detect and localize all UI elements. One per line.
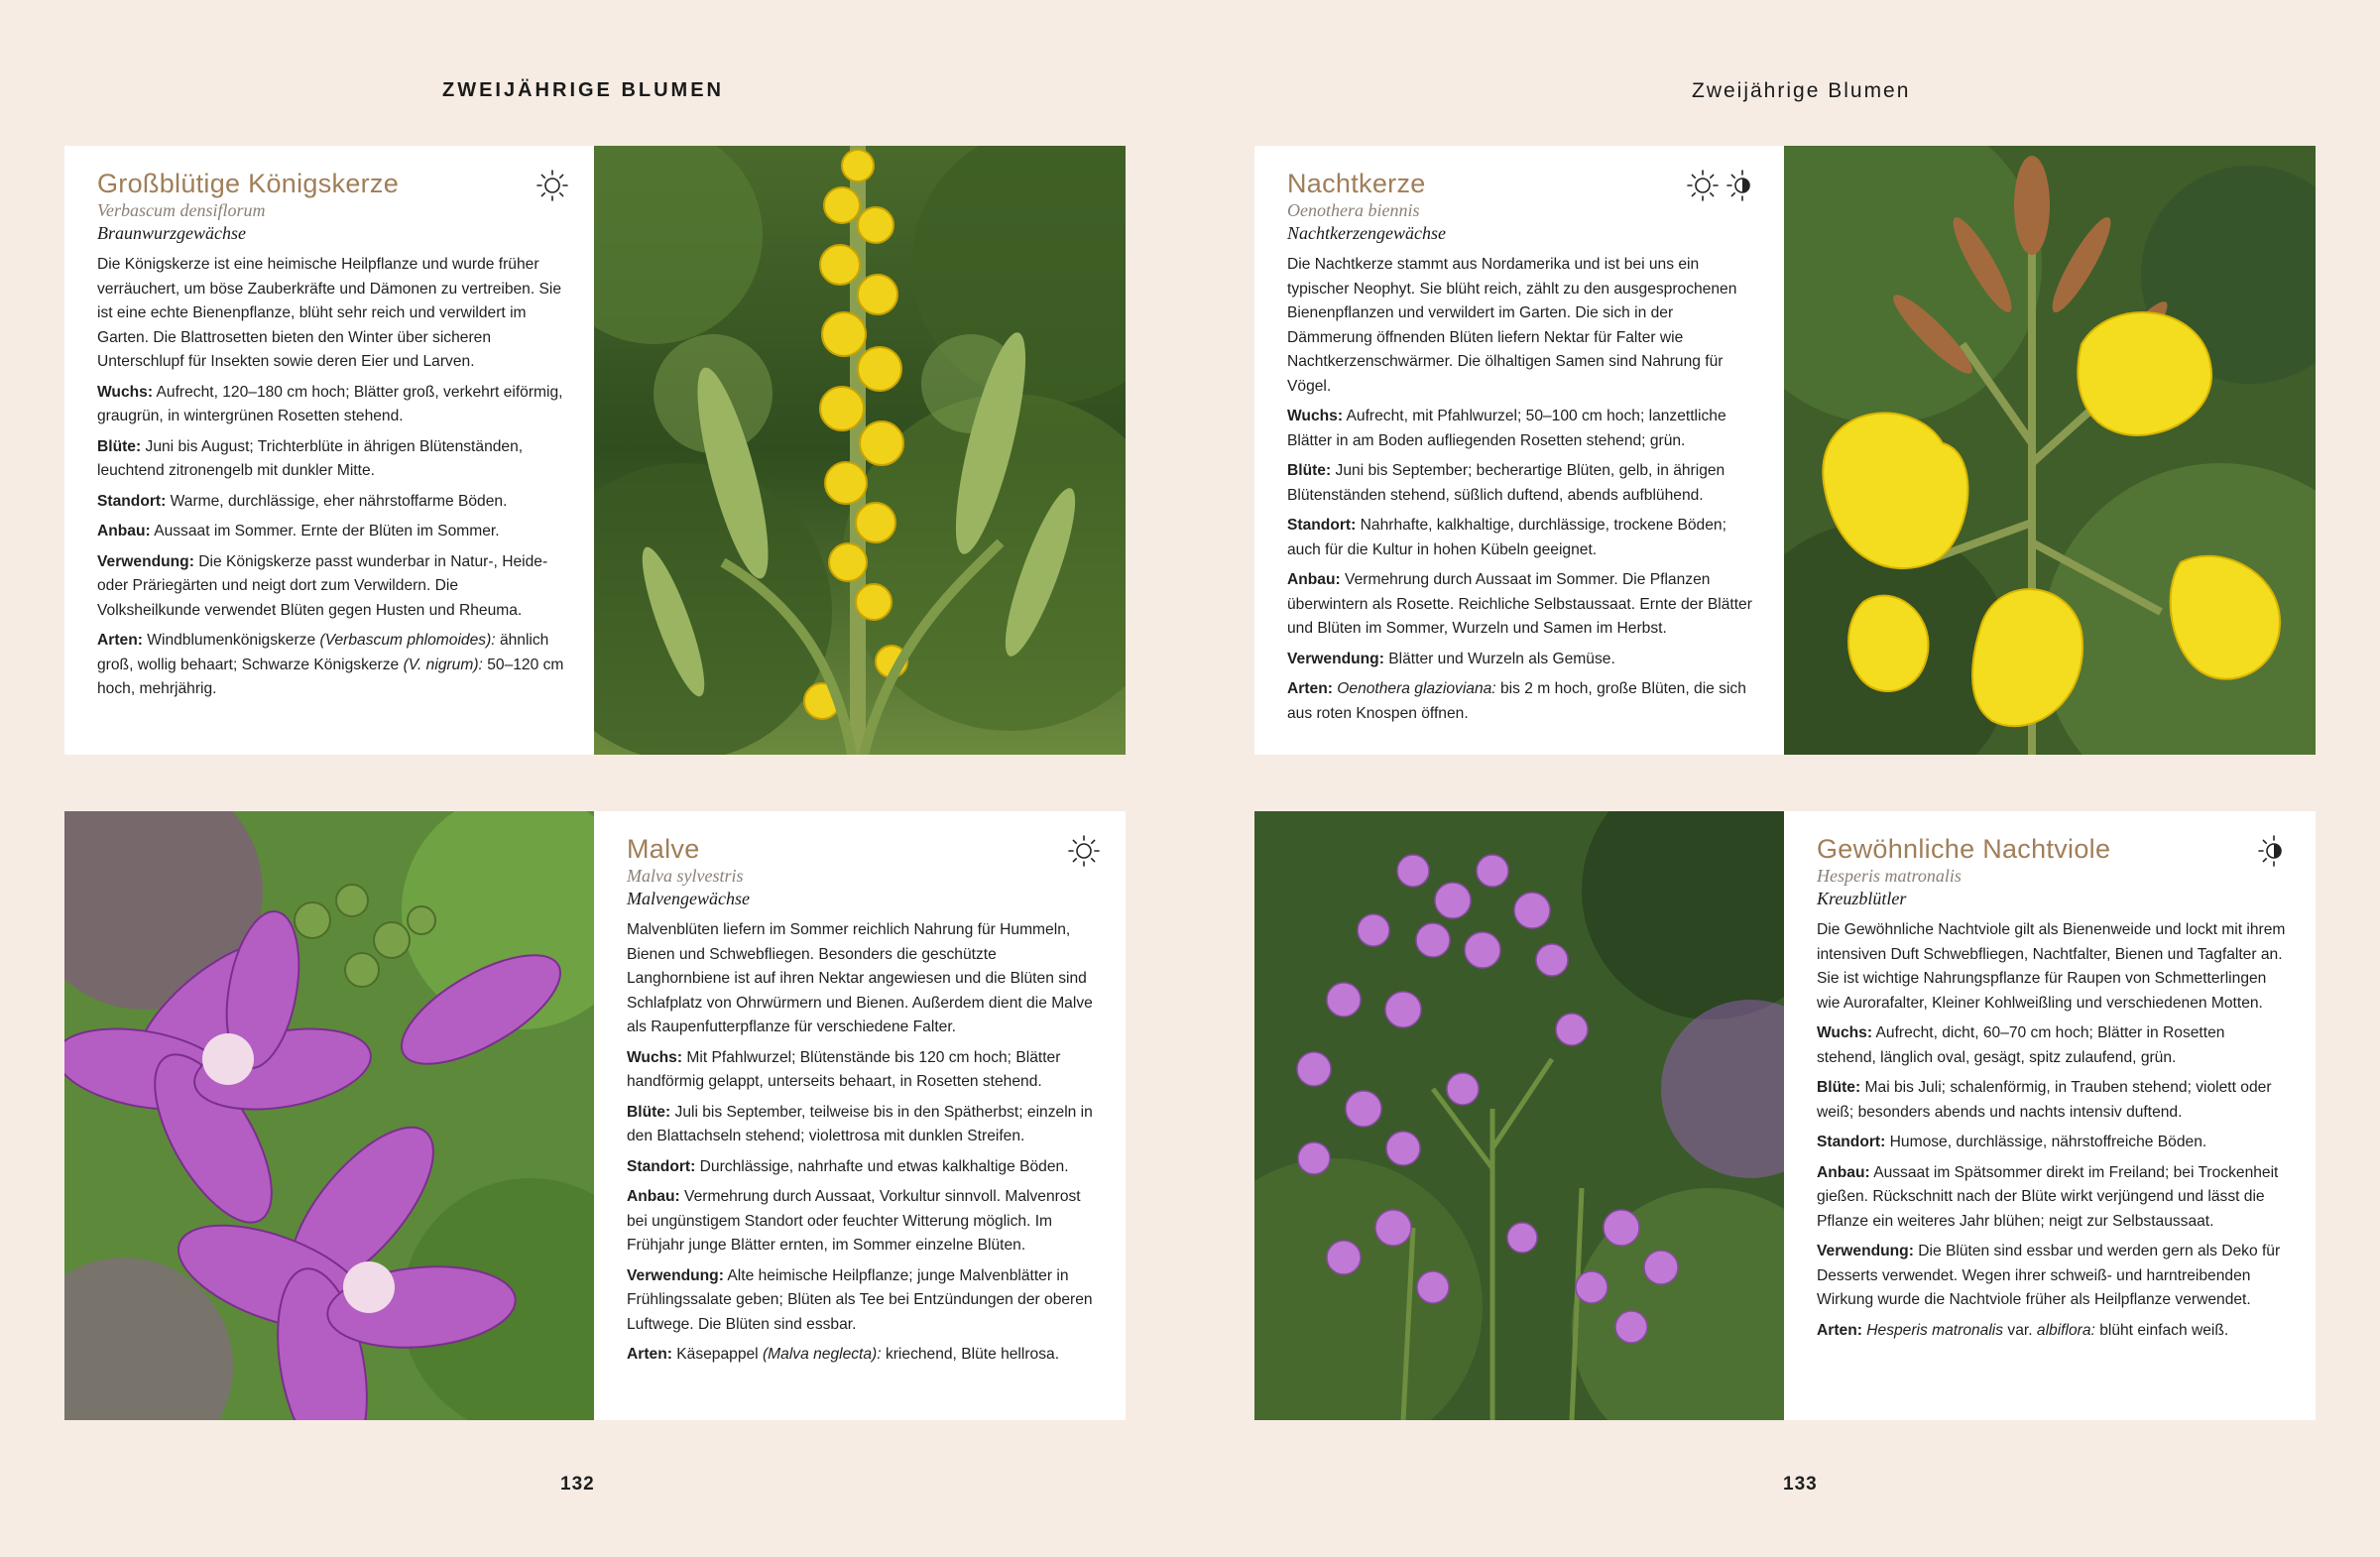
verwendung-paragraph: Verwendung: Blätter und Wurzeln als Gemüse. — [1287, 650, 1615, 667]
anbau-paragraph: Anbau: Aussaat im Sommer. Ernte der Blüten im Sommer. — [97, 523, 500, 539]
plant-latin-name: Malva sylvestris — [627, 866, 744, 886]
sun-icon — [1685, 168, 1721, 203]
plant-card-nachtviole — [1254, 811, 2316, 1420]
plant-intro: Die Nachtkerze stammt aus Nordamerika und ist bei uns ein typischer Neophyt. Sie blüht reich, zählt zu den ausgesprochenen Bienenpflanzen und verwildert im Garten. Die sich in der Dämmerung öffnenden Blüten liefern Nektar für Falter wie Nachtkerzenschwärmer. Die ölhaltigen Samen sind Nahrung für Vögel. — [1287, 256, 1737, 395]
light-icons — [535, 168, 570, 203]
wuchs-paragraph: Wuchs: Mit Pfahlwurzel; Blütenstände bis 120 cm hoch; Blätter handförmig gelappt, unterseits behaart, in Rosetten stehend. — [627, 1048, 1061, 1090]
page-number-left: 132 — [560, 1474, 595, 1495]
light-icons — [2256, 833, 2292, 869]
plant-name: Malve — [627, 834, 700, 864]
light-icons — [1685, 168, 1760, 203]
wuchs-paragraph: Wuchs: Aufrecht, dicht, 60–70 cm hoch; Blätter in Rosetten stehend, länglich oval, gesägt, spitz zulaufend, grün. — [1817, 1024, 2225, 1066]
plant-text — [1784, 811, 2316, 1420]
plant-latin-name: Oenothera biennis — [1287, 200, 1420, 220]
bluete-paragraph: Blüte: Juli bis September, teilweise bis in den Spätherbst; einzeln in den Blattachseln stehend; violettrosa mit dunklen Streifen. — [627, 1103, 1093, 1144]
page-number-right: 133 — [1783, 1474, 1818, 1495]
light-icons — [1066, 833, 1102, 869]
verwendung-paragraph: Verwendung: Alte heimische Heilpflanze; junge Malvenblätter in Frühlingssalate geben; Blüten als Tee bei Entzündungen der oberen Luftwege. Die Blüten sind essbar. — [627, 1266, 1093, 1333]
plant-card-koenigskerze — [64, 146, 1126, 755]
running-head-left: ZWEIJÄHRIGE BLUMEN — [442, 79, 724, 101]
arten-paragraph: Arten: Hesperis matronalis var. albiflora: blüht einfach weiß. — [1817, 1321, 2229, 1339]
verwendung-paragraph: Verwendung: Die Königskerze passt wunderbar in Natur-, Heide- oder Präriegärten und neigt dort zum Verwildern. Die Volksheilkunde verwendet Blüten gegen Husten und Rheuma. — [97, 552, 548, 619]
plant-family: Braunwurzgewächse — [97, 223, 246, 243]
arten-paragraph: Arten: Windblumenkönigskerze (Verbascum phlomoides): ähnlich groß, wollig behaart; Schwarze Königskerze (V. nigrum): 50–120 cm hoch, mehrjährig. — [97, 632, 564, 697]
plant-photo-evening-primrose — [1784, 146, 2316, 755]
plant-text — [594, 811, 1126, 1420]
plant-intro: Malvenblüten liefern im Sommer reichlich Nahrung für Hummeln, Bienen und Schwebfliegen. Besonders die geschützte Langhornbiene ist auf ihren Nektar angewiesen und die Blüten sind Schlafplatz von Ohrwürmern und Bienen. Außerdem dient die Malve als Raupenfutterpflanze für verschiedene Falter. — [627, 921, 1093, 1035]
plant-name: Großblütige Königskerze — [97, 169, 400, 198]
standort-paragraph: Standort: Humose, durchlässige, nährstoffreiche Böden. — [1817, 1134, 2207, 1150]
arten-paragraph: Arten: Oenothera glazioviana: bis 2 m hoch, große Blüten, die sich aus roten Knospen öffnen. — [1287, 680, 1746, 722]
anbau-paragraph: Anbau: Aussaat im Spätsommer direkt im Freiland; bei Trockenheit gießen. Rückschnitt nach der Blüte wirkt verjüngend und lässt die Pflanze ein weiteres Jahr blühen; neigt zur Selbstaussaat. — [1817, 1163, 2279, 1230]
plant-family: Kreuzblütler — [1817, 889, 1907, 908]
plant-family: Nachtkerzengewächse — [1287, 223, 1446, 243]
plant-intro: Die Gewöhnliche Nachtviole gilt als Bienenweide und lockt mit ihrem intensiven Duft Schwebfliegen, Nachtfalter, Bienen und Tagfalter an. Sie ist wichtige Nahrungspflanze für Raupen von Schmetterlingen wie Aurorafalter, Kleiner Kohlweißling und verschiedenen Motten. — [1817, 921, 2286, 1012]
plant-text — [64, 146, 594, 755]
wuchs-paragraph: Wuchs: Aufrecht, mit Pfahlwurzel; 50–100 cm hoch; lanzettliche Blätter in am Boden aufliegenden Rosetten stehend; grün. — [1287, 408, 1726, 449]
plant-text — [1254, 146, 1784, 755]
half-shade-icon — [1725, 168, 1760, 203]
standort-paragraph: Standort: Nahrhafte, kalkhaltige, durchlässige, trockene Böden; auch für die Kultur in hohen Kübeln geeignet. — [1287, 517, 1726, 558]
plant-intro: Die Königskerze ist eine heimische Heilpflanze und wurde früher verräuchert, um böse Zauberkräfte und Dämonen zu vertreiben. Sie ist eine echte Bienenpflanze, blüht sehr reich und verwildert im Garten. Die Blattrosetten bieten den Winter über sicheren Unterschlupf für Insekten sowie deren Eier und Larven. — [97, 256, 562, 370]
sun-icon — [1066, 833, 1102, 869]
plant-card-malve — [64, 811, 1126, 1420]
anbau-paragraph: Anbau: Vermehrung durch Aussaat, Vorkultur sinnvoll. Malvenrost bei ungünstigem Standort oder feuchter Witterung möglich. Im Frühjahr junge Blätter ernten, im Sommer einzelne Blüten. — [627, 1188, 1081, 1254]
standort-paragraph: Standort: Durchlässige, nahrhafte und etwas kalkhaltige Böden. — [627, 1157, 1069, 1175]
plant-photo-mallow — [64, 811, 594, 1420]
plant-name: Nachtkerze — [1287, 169, 1426, 198]
arten-paragraph: Arten: Käsepappel (Malva neglecta): kriechend, Blüte hellrosa. — [627, 1346, 1060, 1363]
plant-latin-name: Verbascum densiflorum — [97, 200, 266, 220]
plant-name: Gewöhnliche Nachtviole — [1817, 834, 2111, 864]
wuchs-paragraph: Wuchs: Aufrecht, 120–180 cm hoch; Blätter groß, verkehrt eiförmig, graugrün, in wintergrünen Rosetten stehend. — [97, 383, 563, 424]
bluete-paragraph: Blüte: Mai bis Juli; schalenförmig, in Trauben stehend; violett oder weiß; besonders abends und nachts intensiv duftend. — [1817, 1079, 2272, 1121]
bluete-paragraph: Blüte: Juni bis August; Trichterblüte in ährigen Blütenständen, leuchtend zitronengelb mit dunkler Mitte. — [97, 437, 524, 479]
bluete-paragraph: Blüte: Juni bis September; becherartige Blüten, gelb, in ährigen Blütenständen stehend, süßlich duftend, abends aufblühend. — [1287, 462, 1726, 504]
running-head-right: Zweijährige Blumen — [1692, 79, 1911, 102]
sun-icon — [535, 168, 570, 203]
plant-latin-name: Hesperis matronalis — [1817, 866, 1962, 886]
anbau-paragraph: Anbau: Vermehrung durch Aussaat im Sommer. Die Pflanzen überwintern als Rosette. Reichliche Selbstaussaat. Ernte der Blätter und Blüten im Sommer, Wurzeln und Samen im Herbst. — [1287, 571, 1752, 637]
half-shade-icon — [2256, 833, 2292, 869]
plant-family: Malvengewächse — [627, 889, 750, 908]
plant-card-nachtkerze — [1254, 146, 2316, 755]
standort-paragraph: Standort: Warme, durchlässige, eher nährstoffarme Böden. — [97, 492, 508, 510]
verwendung-paragraph: Verwendung: Die Blüten sind essbar und werden gern als Deko für Desserts verwendet. Wegen ihrer schweiß- und harntreibenden Wirkung wurde die Nachtviole früher als Heilpflanze verwendet. — [1817, 1243, 2281, 1308]
plant-photo-mullein — [594, 146, 1126, 755]
plant-photo-dames-rocket — [1254, 811, 1784, 1420]
